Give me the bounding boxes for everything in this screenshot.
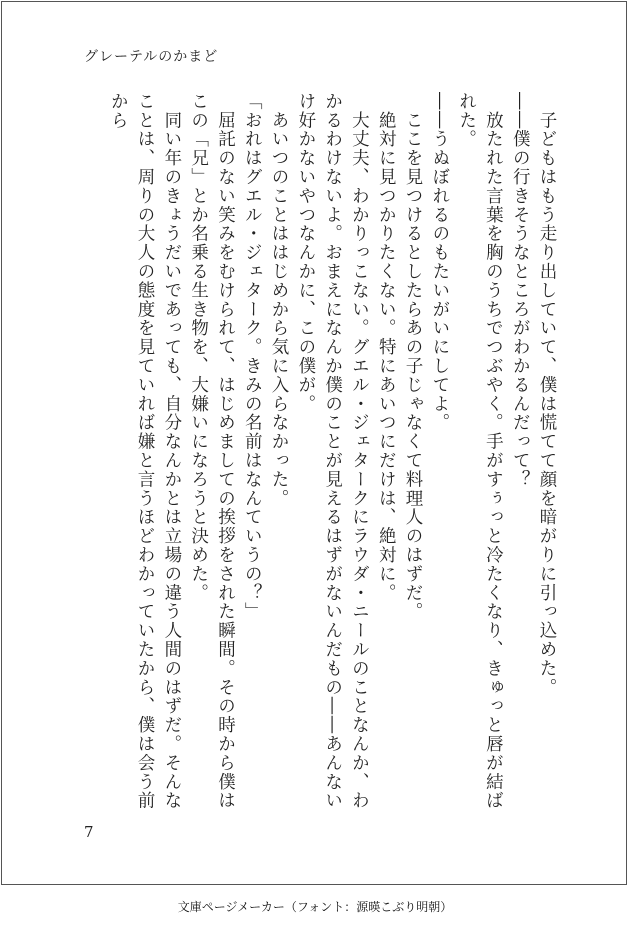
footer-credit: 文庫ページメーカー（フォント：源暎こぶり明朝）: [177, 900, 453, 914]
paragraph: 同い年のきょうだいであっても、自分なんかとは立場の違う人間のはずだ。そんなことは、周りの大人の態度を見ていれば嫌と言うほどわかっていたから、僕は会う前から: [108, 92, 182, 811]
page-number: 7: [84, 823, 94, 841]
vertical-body-text: [80, 92, 560, 814]
paragraph: ――僕の行きそうなところがわかるんだって？: [510, 92, 531, 489]
running-title: グレーテルのかまど: [84, 49, 219, 65]
paragraph: ここを見つけるとしたらあの子じゃなくて料理人のはずだ。: [403, 92, 424, 622]
paragraph: 屈託のない笑みをむけられて、はじめましての挨拶をされた瞬間。その時から僕はこの「兄」とか名乗る生き物を、大嫌いになろうと決めた。: [188, 92, 236, 811]
paragraph: 絶対に見つかりたくない。特にあいつにだけは、絶対に。: [376, 92, 397, 603]
dialogue-paragraph: 「おれはグエル・ジェターク。きみの名前はなんていうの？」: [242, 92, 263, 622]
book-page: [1, 1, 627, 885]
paragraph: 大丈夫、わかりっこない。グエル・ジェタークにラウダ・ニールのことなんか、わかるわけないよ。おまえになんか僕のことが見えるはずがないんだもの――あんないけ好かないやつなんかに、この僕が。: [295, 92, 370, 811]
paragraph: 子どもはもう走り出していて、僕は慌てて顔を暗がりに引っ込めた。: [537, 92, 557, 697]
paragraph: あいつのことははじめから気に入らなかった。: [269, 92, 290, 508]
paragraph: 放たれた言葉を胸のうちでつぶやく。手がすぅっと冷たくなり、きゅっと唇が結ばれた。: [456, 92, 504, 811]
paragraph: ――うぬぼれるのもたいがいにしてよ。: [429, 92, 450, 433]
